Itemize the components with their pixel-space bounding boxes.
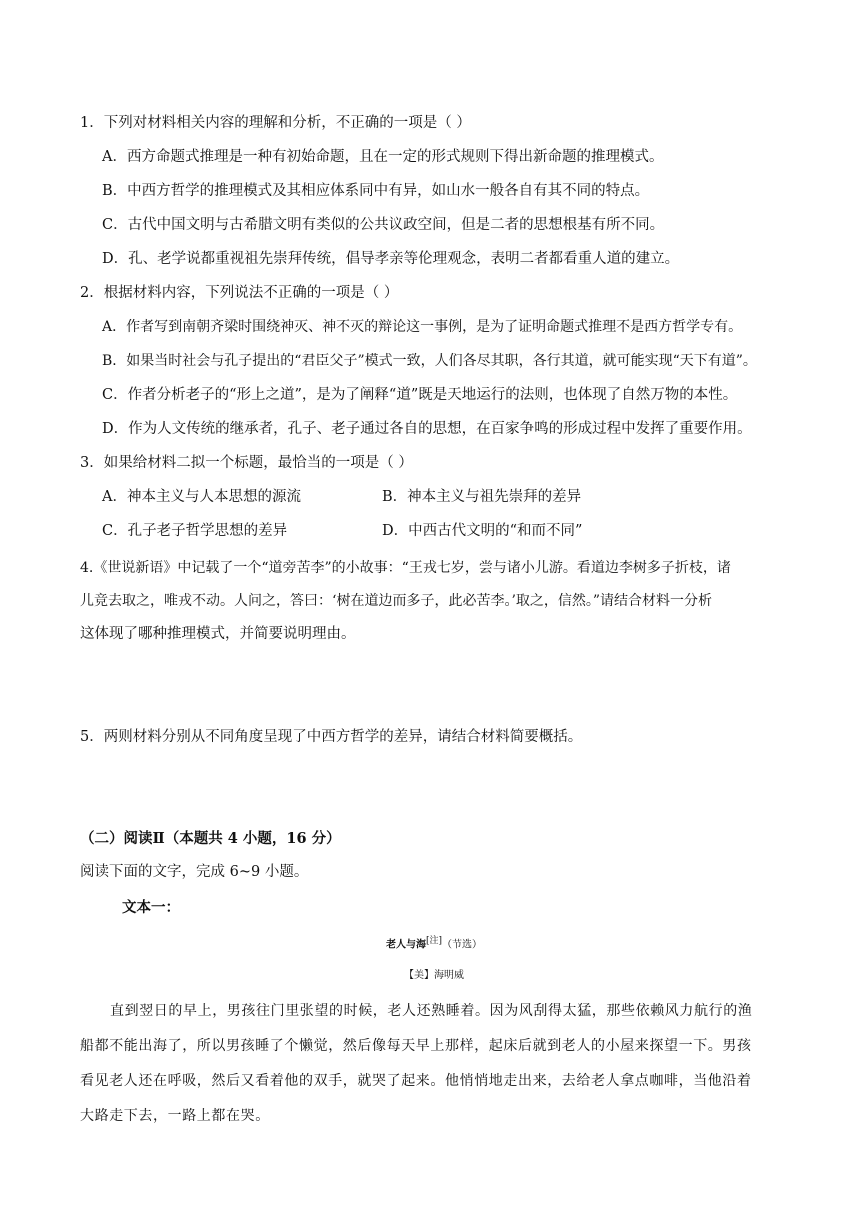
passage-title-text: 老人与海 [385,939,426,951]
section-heading: （二）阅读Ⅱ（本题共 4 小题，16 分） [80,830,341,847]
question-3-stem: 3．如果给材料二拟一个标题，最恰当的一项是（ ） [80,455,413,471]
question-2-option-a: A．作者写到南朝齐梁时围绕神灭、神不灭的辩论这一事例，是为了证明命题式推理不是西方哲学专有。 [102,319,743,335]
question-1-stem: 1．下列对材料相关内容的理解和分析，不正确的一项是（ ） [80,115,471,131]
passage-author: 【美】海明威 [404,970,464,981]
question-3-option-b: B．神本主义与祖先崇拜的差异 [382,489,582,505]
question-1-option-a: A．西方命题式推理是一种有初始命题，且在一定的形式规则下得出新命题的推理模式。 [102,149,664,165]
question-4-line-2: 儿竞去取之，唯戎不动。人问之，答曰：‘树在道边而多子，此必苦李。’取之，信然。”请结合材料一分析 [80,593,713,609]
text-label: 文本一： [122,899,180,916]
passage-title-note: [注] [425,936,443,946]
question-2-option-b: B．如果当时社会与孔子提出的“君臣父子”模式一致，人们各尽其职，各行其道，就可能实现“天下有道”。 [102,353,757,369]
passage-line-3: 看见老人还在呼吸，然后又看着他的双手，就哭了起来。他悄悄地走出来，去给老人拿点咖啡，当他沿着 [80,1073,752,1089]
question-1-option-c: C．古代中国文明与古希腊文明有类似的公共议政空间，但是二者的思想根基有所不同。 [102,217,665,233]
question-4-line-3: 这体现了哪种推理模式，并简要说明理由。 [80,626,356,642]
question-2-stem: 2．根据材料内容，下列说法不正确的一项是（ ） [80,285,399,301]
passage-line-2: 船都不能出海了，所以男孩睡了个懒觉，然后像每天早上那样，起床后就到老人的小屋来探望一下。男孩 [80,1038,752,1054]
question-3-option-c: C．孔子老子哲学思想的差异 [102,523,288,539]
question-4-line-1: 4.《世说新语》中记载了一个“道旁苦李”的小故事：“王戎七岁，尝与诸小儿游。看道边李树多子折枝，诸 [80,560,731,576]
question-2-option-c: C．作者分析老子的“形上之道”，是为了阐释“道”既是天地运行的法则，也体现了自然万物的本性。 [102,387,738,403]
passage-title-suffix: （节选） [442,939,483,951]
question-2-option-d: D．作为人文传统的继承者，孔子、老子通过各自的思想，在百家争鸣的形成过程中发挥了重要作用。 [102,421,752,437]
passage-title [0,931,868,955]
question-1-option-d: D．孔、老学说都重视祖先崇拜传统，倡导孝亲等伦理观念，表明二者都看重人道的建立。 [102,251,680,267]
passage-line-4: 大路走下去，一路上都在哭。 [80,1108,270,1124]
section-instruction: 阅读下面的文字，完成 6~9 小题。 [80,864,309,880]
question-3-option-d: D．中西古代文明的“和而不同” [382,523,583,539]
question-3-option-a: A．神本主义与人本思想的源流 [102,489,301,505]
passage-line-1: 直到翌日的早上，男孩往门里张望的时候，老人还熟睡着。因为风刮得太猛，那些依赖风力航行的渔 [110,1003,753,1019]
question-5-stem: 5．两则材料分别从不同角度呈现了中西方哲学的差异，请结合材料简要概括。 [80,729,583,745]
question-1-option-b: B．中西方哲学的推理模式及其相应体系同中有异，如山水一般各自有其不同的特点。 [102,183,650,199]
